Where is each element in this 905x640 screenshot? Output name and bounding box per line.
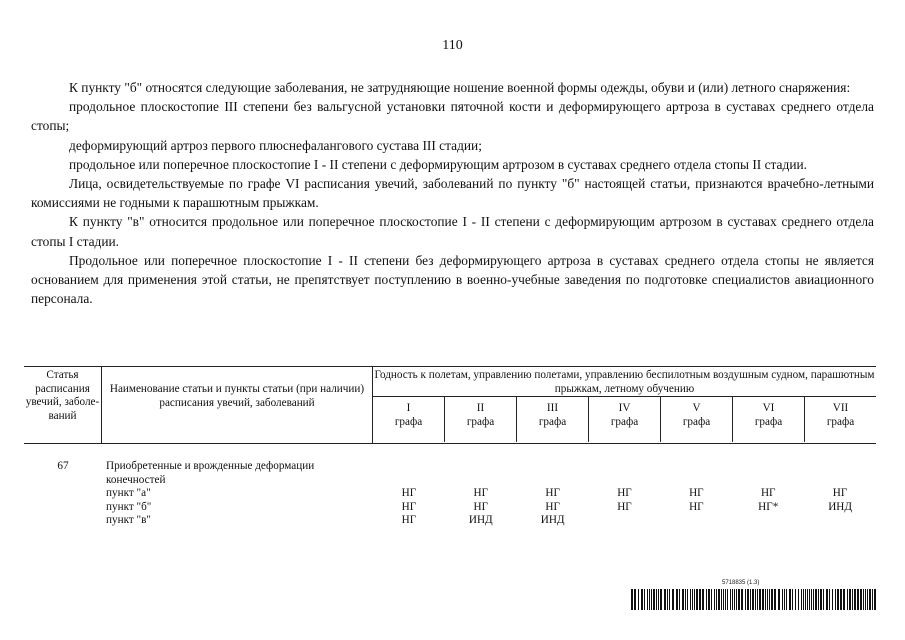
table-cell: ИНД — [828, 500, 852, 513]
row-label: пункт "в" — [106, 514, 151, 526]
paragraph: деформирующий артроз первого плюснефалангового сустава III стадии; — [69, 137, 482, 153]
table-cell — [660, 514, 732, 528]
table-cell: НГ — [473, 500, 489, 513]
grafa-header-cell: III графа — [517, 397, 589, 442]
header-fitness: Годность к полетам, управлению полетами, управлению беспилотным воздушным судном, парашютным прыжкам, летному обучению — [373, 367, 876, 397]
table-cell — [732, 514, 804, 528]
grafa-header-cell: V графа — [661, 397, 733, 442]
grafa-header-cell: VI графа — [733, 397, 805, 442]
table-row — [24, 501, 876, 515]
grafa-header-cell: I графа — [373, 397, 445, 442]
header-fitness-group — [373, 367, 876, 443]
table-cell: НГ — [617, 487, 632, 499]
paragraph: Продольное или поперечное плоскостопие I - II степени без деформирующего артроза в суставах среднего отдела стопы не является основанием для применения этой статьи, не препятствует поступлению в военно-учебные заведения по подготовке специалистов авиационного персонала. — [31, 252, 874, 307]
table-row — [24, 474, 876, 488]
table-cell: НГ* — [758, 500, 779, 513]
table-cell: НГ — [760, 487, 776, 499]
table-cell: НГ — [617, 500, 632, 513]
paragraph: продольное плоскостопие III степени без вальгусной установки пяточной кости и деформирующего артроза в суставах среднего отдела стопы; — [31, 99, 874, 134]
header-article: Статья расписания увечий, заболе- ваний — [24, 367, 102, 443]
barcode-number: 5718835 (1.3) — [722, 580, 760, 586]
header-name: Наименование статьи и пункты статьи (при наличии) расписания увечий, заболеваний — [102, 367, 373, 443]
grafa-header-cell: VII графа — [826, 402, 855, 428]
table-cell: НГ — [401, 500, 417, 513]
table-cell: ИНД — [540, 514, 565, 526]
table-cell: НГ — [401, 514, 417, 526]
table-row — [24, 514, 876, 528]
table-cell — [804, 514, 876, 528]
fitness-table — [24, 366, 876, 528]
grafa-header-cell: IV графа — [589, 397, 661, 442]
article-number: 67 — [57, 460, 69, 472]
table-cell: НГ — [689, 500, 704, 513]
table-row — [24, 487, 876, 501]
table-header — [24, 366, 876, 444]
table-cell: НГ — [545, 500, 560, 513]
table-row — [24, 460, 876, 474]
paragraph: Лица, освидетельствуемые по графе VI расписания увечий, заболеваний по пункту "б" настоящей статьи, признаются врачебно-летными комиссиями не годными к парашютным прыжкам. — [31, 176, 874, 211]
barcode-icon — [631, 589, 877, 610]
row-label: пункт "б" — [106, 500, 152, 513]
paragraph: К пункту "б" относятся следующие заболевания, не затрудняющие ношение военной формы одежды, обуви и (или) летного снаряжения: — [69, 80, 851, 95]
table-cell: НГ — [689, 487, 704, 499]
article-title: Приобретенные и врожденные деформации — [106, 460, 315, 472]
table-body — [24, 460, 876, 528]
article-title-cont: конечностей — [106, 473, 166, 486]
row-label: пункт "а" — [106, 487, 151, 499]
table-cell: НГ — [832, 487, 848, 499]
paragraph: продольное или поперечное плоскостопие I - II степени с деформирующим артрозом в суставах среднего отдела стопы II стадии. — [69, 156, 807, 172]
table-cell — [589, 514, 661, 528]
table-cell: НГ — [473, 487, 489, 499]
paragraph: К пункту "в" относится продольное или поперечное плоскостопие I - II степени с деформирующим артрозом в суставах среднего отдела стопы I стадии. — [31, 214, 874, 249]
body-text — [31, 78, 874, 308]
grafa-header-row — [373, 397, 876, 442]
table-cell: НГ — [545, 487, 560, 499]
page-number: 110 — [442, 38, 463, 53]
grafa-header-cell: II графа — [445, 397, 517, 442]
table-cell: НГ — [401, 487, 417, 499]
table-cell: ИНД — [468, 514, 493, 526]
